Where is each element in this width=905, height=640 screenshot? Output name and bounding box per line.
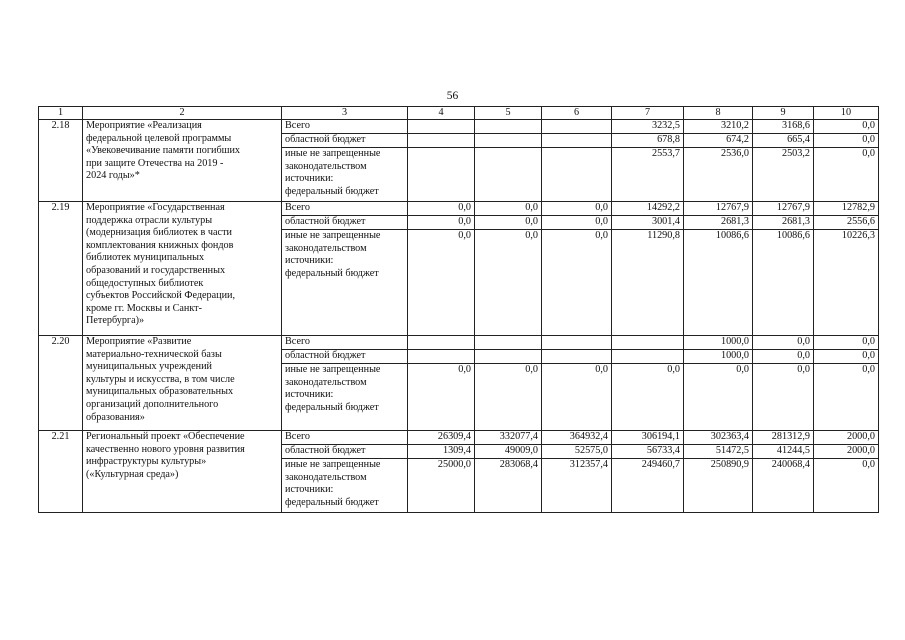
value-cell: 41244,5 — [753, 445, 814, 459]
value-cell — [542, 120, 612, 134]
funding-source-line: областной бюджет — [285, 134, 366, 145]
funding-source — [282, 216, 408, 230]
funding-source-line: законодательством — [285, 471, 367, 483]
funding-source-line: иные не запрещенные — [285, 459, 381, 470]
column-header: 7 — [612, 107, 684, 120]
value-cell: 0,0 — [814, 364, 879, 431]
funding-source-line: законодательством — [285, 160, 367, 172]
value-cell: 3001,4 — [612, 216, 684, 230]
value-cell: 2681,3 — [684, 216, 753, 230]
column-header: 5 — [475, 107, 542, 120]
value-cell — [408, 134, 475, 148]
value-cell: 281312,9 — [753, 431, 814, 445]
column-header: 8 — [684, 107, 753, 120]
value-cell: 0,0 — [475, 202, 542, 216]
value-cell: 665,4 — [753, 134, 814, 148]
value-cell — [408, 148, 475, 202]
funding-source — [282, 148, 408, 202]
table-row — [39, 336, 879, 350]
activity-name-line: субъектов Российской Федерации, — [86, 290, 236, 302]
value-cell: 2553,7 — [612, 148, 684, 202]
value-cell: 2536,0 — [684, 148, 753, 202]
activity-name-line: качественно нового уровня развития — [86, 443, 245, 455]
value-cell — [475, 148, 542, 202]
activity-name-line: 2024 годы»* — [86, 170, 140, 182]
row-number: 2.21 — [39, 431, 83, 513]
value-cell: 1309,4 — [408, 445, 475, 459]
activity-name-line: поддержка отрасли культуры — [86, 214, 213, 226]
funding-source — [282, 120, 408, 134]
value-cell — [542, 134, 612, 148]
funding-source — [282, 230, 408, 336]
activity-name — [83, 431, 282, 513]
activity-name-line: инфраструктуры культуры» — [86, 456, 207, 468]
value-cell: 3232,5 — [612, 120, 684, 134]
value-cell — [542, 148, 612, 202]
value-cell: 0,0 — [753, 336, 814, 350]
funding-source — [282, 431, 408, 445]
value-cell: 0,0 — [612, 364, 684, 431]
activity-name-line: библиотек муниципальных — [86, 252, 205, 264]
value-cell: 674,2 — [684, 134, 753, 148]
activity-name-line: общедоступных библиотек — [86, 277, 204, 289]
activity-name-line: организаций дополнительного — [86, 398, 219, 410]
value-cell: 0,0 — [753, 350, 814, 364]
value-cell: 0,0 — [542, 216, 612, 230]
value-cell: 3210,2 — [684, 120, 753, 134]
funding-source-line: источники: — [285, 484, 334, 496]
value-cell: 26309,4 — [408, 431, 475, 445]
column-header: 6 — [542, 107, 612, 120]
funding-source-line: Всего — [285, 431, 310, 442]
activity-name-line: муниципальных образовательных — [86, 386, 234, 398]
funding-source-line: законодательством — [285, 376, 367, 388]
activity-name-line: комплектования книжных фондов — [86, 239, 234, 251]
activity-name-line: федеральной целевой программы — [86, 132, 232, 144]
value-cell — [475, 350, 542, 364]
funding-source — [282, 364, 408, 431]
value-cell: 283068,4 — [475, 459, 542, 513]
value-cell: 0,0 — [475, 230, 542, 336]
activity-name-line: Мероприятие «Реализация — [86, 120, 202, 131]
funding-source-line: иные не запрещенные — [285, 148, 381, 159]
value-cell — [475, 336, 542, 350]
table-row — [39, 431, 879, 445]
funding-source-line: областной бюджет — [285, 445, 366, 456]
funding-source-line: федеральный бюджет — [285, 185, 379, 197]
table-row — [39, 202, 879, 216]
funding-source-line: иные не запрещенные — [285, 364, 381, 375]
value-cell: 2503,2 — [753, 148, 814, 202]
value-cell: 10086,6 — [753, 230, 814, 336]
value-cell: 0,0 — [542, 230, 612, 336]
budget-table — [38, 106, 879, 513]
funding-source-line: федеральный бюджет — [285, 267, 379, 279]
activity-name-line: Региональный проект «Обеспечение — [86, 431, 245, 442]
value-cell: 0,0 — [542, 202, 612, 216]
activity-name — [83, 120, 282, 202]
value-cell: 0,0 — [814, 120, 879, 134]
activity-name-line: «Увековечивание памяти погибших — [86, 145, 241, 157]
value-cell: 0,0 — [814, 336, 879, 350]
value-cell — [408, 350, 475, 364]
activity-name-line: при защите Отечества на 2019 - — [86, 157, 224, 169]
table-row — [39, 120, 879, 134]
activity-name-line: образований и государственных — [86, 264, 226, 276]
value-cell: 0,0 — [814, 459, 879, 513]
value-cell — [612, 350, 684, 364]
value-cell: 3168,6 — [753, 120, 814, 134]
column-header: 4 — [408, 107, 475, 120]
value-cell — [612, 336, 684, 350]
funding-source — [282, 134, 408, 148]
activity-name-line: образования» — [86, 411, 145, 423]
column-header: 10 — [814, 107, 879, 120]
value-cell: 306194,1 — [612, 431, 684, 445]
value-cell: 1000,0 — [684, 350, 753, 364]
value-cell: 12782,9 — [814, 202, 879, 216]
value-cell — [408, 336, 475, 350]
activity-name — [83, 202, 282, 336]
activity-name-line: кроме гг. Москвы и Санкт- — [86, 302, 203, 314]
value-cell: 0,0 — [753, 364, 814, 431]
value-cell — [542, 336, 612, 350]
activity-name-line: (модернизация библиотек в части — [86, 227, 232, 239]
value-cell: 0,0 — [814, 350, 879, 364]
column-header: 9 — [753, 107, 814, 120]
value-cell: 2681,3 — [753, 216, 814, 230]
funding-source — [282, 350, 408, 364]
row-number: 2.19 — [39, 202, 83, 336]
column-header: 2 — [83, 107, 282, 120]
value-cell: 10086,6 — [684, 230, 753, 336]
value-cell: 0,0 — [684, 364, 753, 431]
value-cell — [408, 120, 475, 134]
value-cell: 51472,5 — [684, 445, 753, 459]
funding-source — [282, 202, 408, 216]
value-cell: 1000,0 — [684, 336, 753, 350]
funding-source-line: федеральный бюджет — [285, 401, 379, 413]
value-cell: 56733,4 — [612, 445, 684, 459]
value-cell — [475, 134, 542, 148]
value-cell: 240068,4 — [753, 459, 814, 513]
value-cell: 364932,4 — [542, 431, 612, 445]
value-cell: 302363,4 — [684, 431, 753, 445]
funding-source-line: законодательством — [285, 242, 367, 254]
value-cell: 2000,0 — [814, 431, 879, 445]
funding-source-line: областной бюджет — [285, 216, 366, 227]
value-cell: 0,0 — [475, 364, 542, 431]
activity-name-line: Петербурга)» — [86, 315, 145, 327]
page-number: 56 — [446, 90, 459, 102]
value-cell: 0,0 — [542, 364, 612, 431]
value-cell: 312357,4 — [542, 459, 612, 513]
activity-name-line: муниципальных учреждений — [86, 361, 213, 373]
funding-source-line: источники: — [285, 389, 334, 401]
value-cell — [475, 120, 542, 134]
funding-source-line: иные не запрещенные — [285, 230, 381, 241]
value-cell: 10226,3 — [814, 230, 879, 336]
value-cell: 0,0 — [814, 148, 879, 202]
row-number: 2.18 — [39, 120, 83, 202]
value-cell: 678,8 — [612, 134, 684, 148]
value-cell: 49009,0 — [475, 445, 542, 459]
activity-name — [83, 336, 282, 431]
activity-name-line: Мероприятие «Государственная — [86, 202, 225, 213]
value-cell: 0,0 — [814, 134, 879, 148]
funding-source — [282, 459, 408, 513]
activity-name-line: («Культурная среда») — [86, 468, 179, 480]
funding-source-line: Всего — [285, 202, 310, 213]
value-cell: 14292,2 — [612, 202, 684, 216]
value-cell: 0,0 — [408, 230, 475, 336]
funding-source-line: Всего — [285, 120, 310, 131]
value-cell: 25000,0 — [408, 459, 475, 513]
value-cell: 249460,7 — [612, 459, 684, 513]
column-header: 3 — [282, 107, 408, 120]
activity-name-line: Мероприятие «Развитие — [86, 336, 192, 347]
table-header-row — [39, 107, 879, 120]
value-cell — [542, 350, 612, 364]
value-cell: 52575,0 — [542, 445, 612, 459]
value-cell: 12767,9 — [753, 202, 814, 216]
column-header: 1 — [39, 107, 83, 120]
value-cell: 0,0 — [408, 202, 475, 216]
value-cell: 2556,6 — [814, 216, 879, 230]
funding-source — [282, 445, 408, 459]
value-cell: 0,0 — [408, 364, 475, 431]
value-cell: 2000,0 — [814, 445, 879, 459]
activity-name-line: материально-технической базы — [86, 348, 222, 360]
value-cell: 12767,9 — [684, 202, 753, 216]
funding-source-line: источники: — [285, 173, 334, 185]
funding-source-line: Всего — [285, 336, 310, 347]
activity-name-line: культуры и искусства, в том числе — [86, 373, 235, 385]
row-number: 2.20 — [39, 336, 83, 431]
funding-source-line: областной бюджет — [285, 350, 366, 361]
funding-source — [282, 336, 408, 350]
value-cell: 250890,9 — [684, 459, 753, 513]
value-cell: 0,0 — [475, 216, 542, 230]
value-cell: 0,0 — [408, 216, 475, 230]
value-cell: 11290,8 — [612, 230, 684, 336]
value-cell: 332077,4 — [475, 431, 542, 445]
funding-source-line: источники: — [285, 255, 334, 267]
funding-source-line: федеральный бюджет — [285, 496, 379, 508]
